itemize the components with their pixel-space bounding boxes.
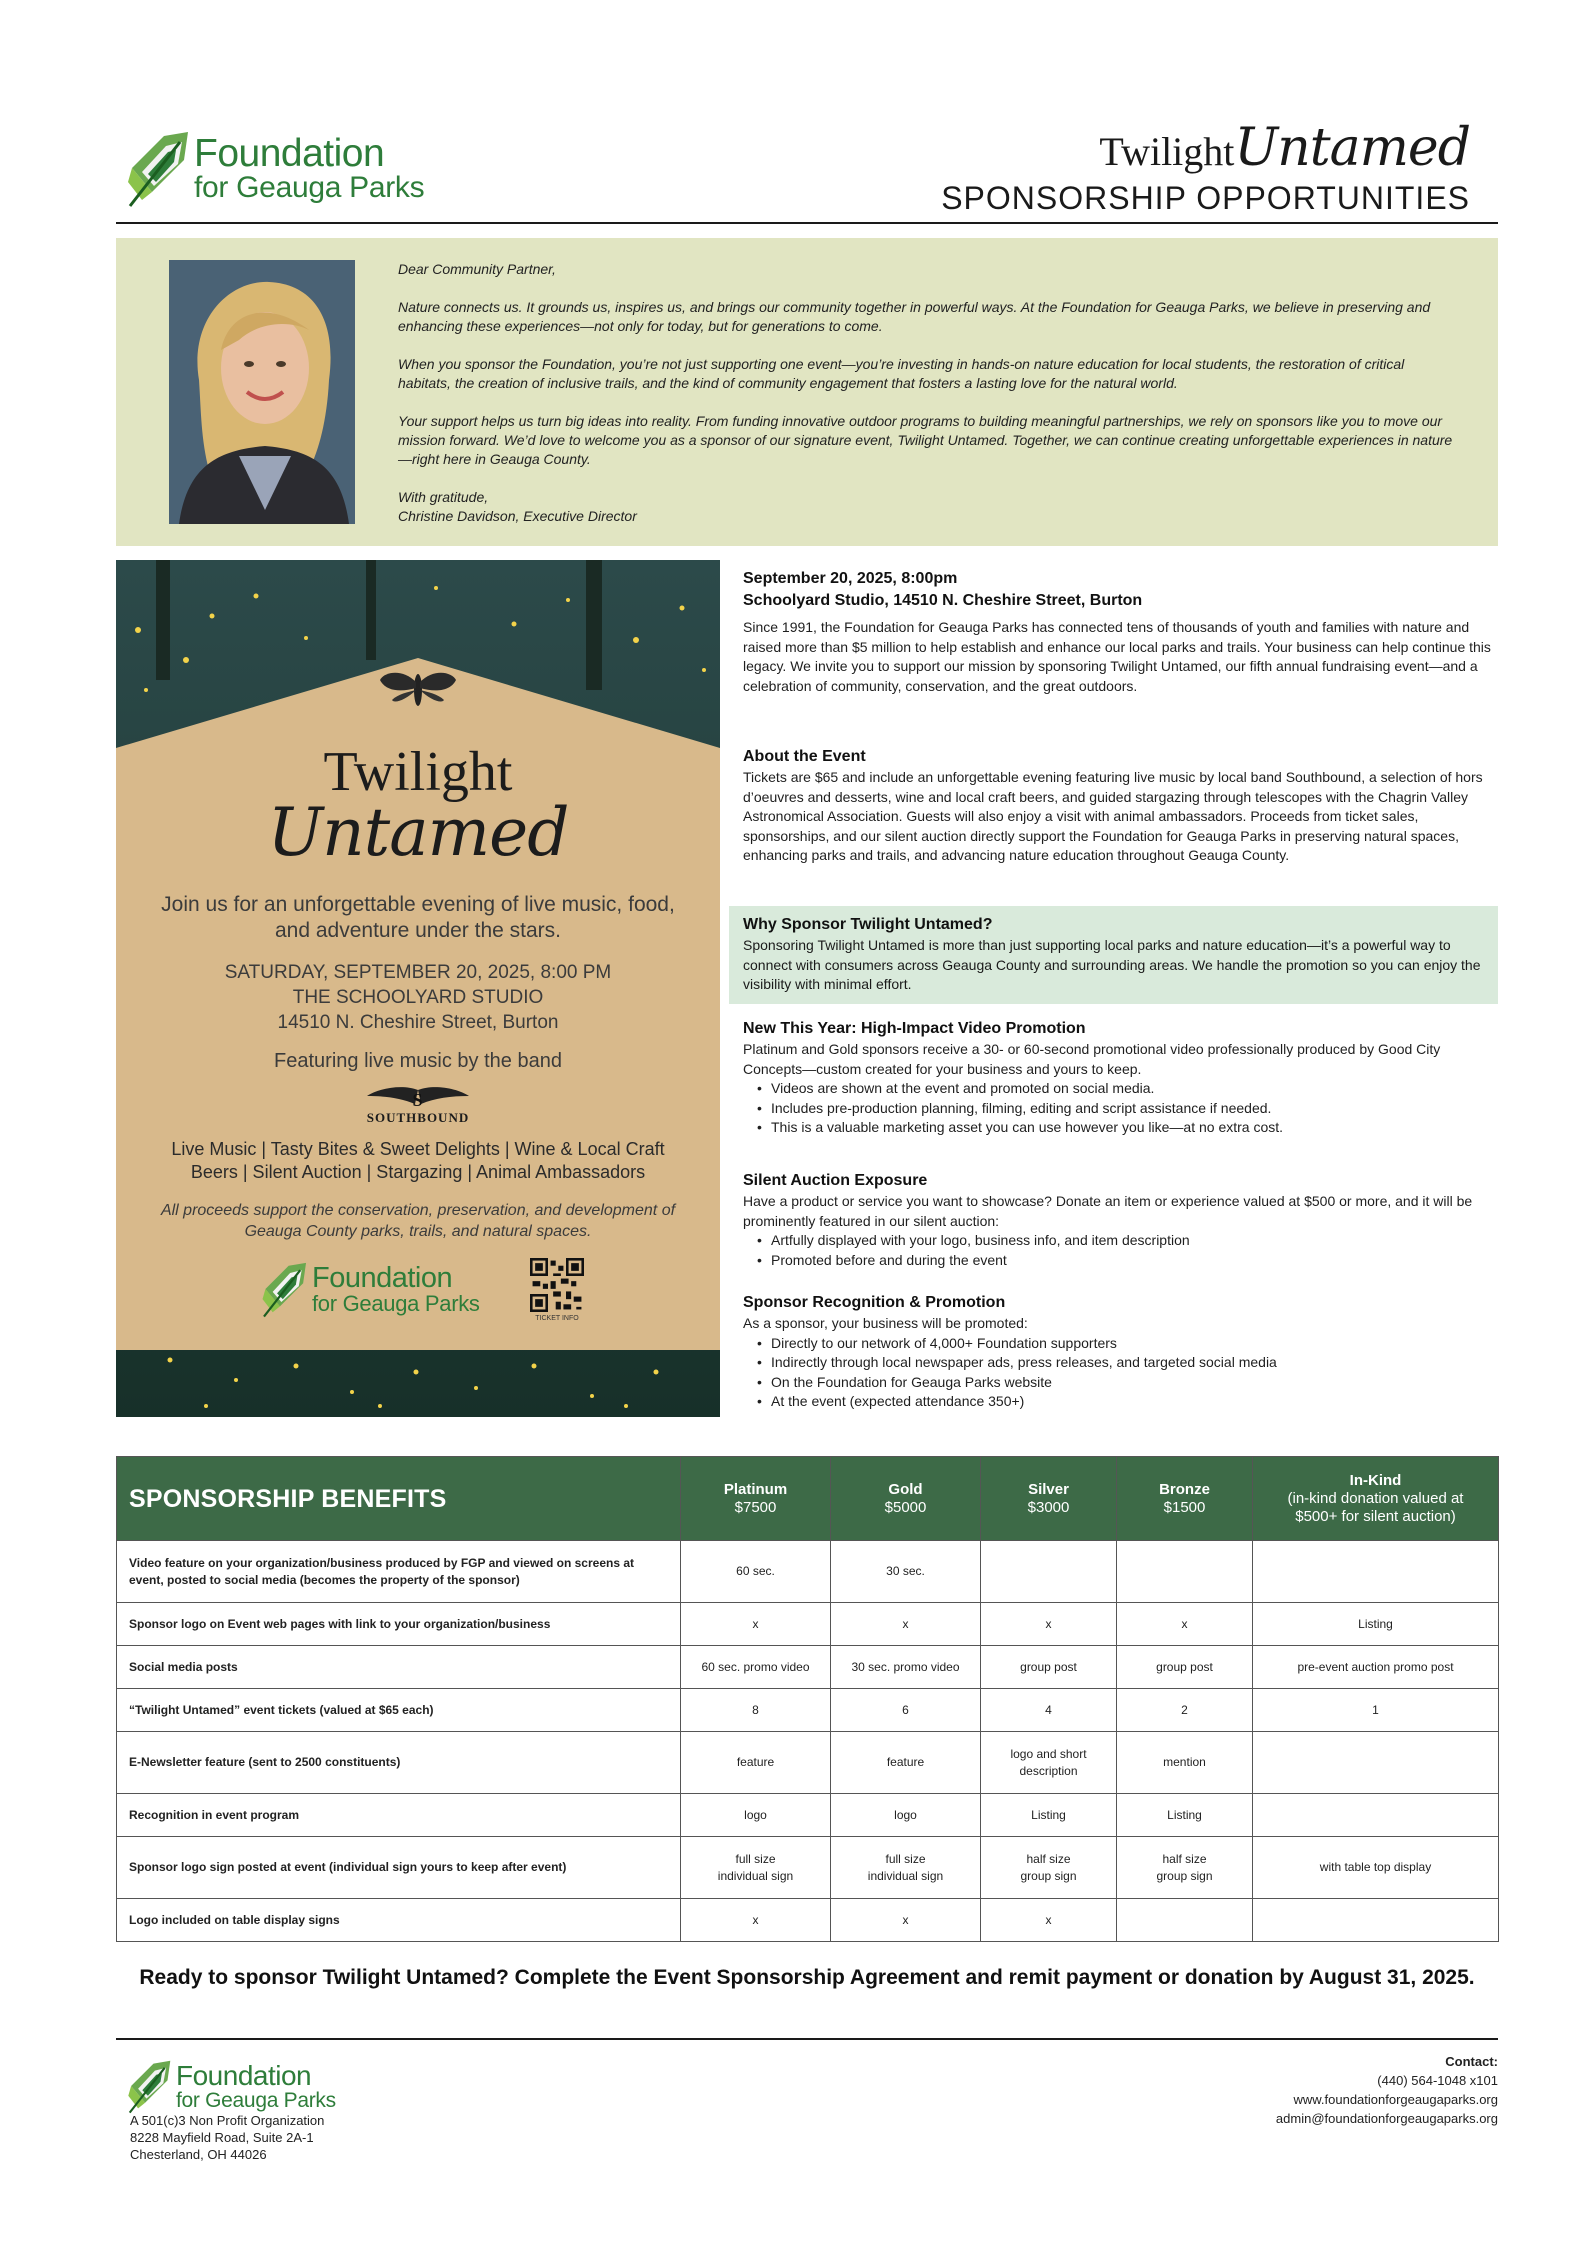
level-in-kind: In-Kind (in-kind donation valued at $500+ for silent auction) (1253, 1457, 1499, 1541)
table-cell (1253, 1899, 1499, 1942)
level-platinum: Platinum $7500 (681, 1457, 831, 1541)
table-cell: 60 sec. (681, 1541, 831, 1603)
table-cell: half size group sign (981, 1837, 1117, 1899)
event-poster (116, 560, 720, 1417)
poster-highlights (136, 1138, 700, 1184)
footer-contact (1276, 2052, 1498, 2128)
table-cell: x (981, 1899, 1117, 1942)
video-section (743, 1018, 1498, 1138)
recognition-section (743, 1292, 1498, 1412)
recognition-bullets (743, 1334, 1498, 1412)
portrait-photo (169, 260, 355, 524)
poster-logo-line2: for Geauga Parks (312, 1290, 480, 1316)
qr-code-icon[interactable] (530, 1258, 584, 1312)
table-cell: 60 sec. promo video (681, 1646, 831, 1689)
list-item: • Videos are shown at the event and promoted on social media. (743, 1079, 1498, 1099)
poster-title-word1: Twilight (323, 741, 513, 803)
band-logo (116, 1084, 720, 1126)
table-cell: x (681, 1899, 831, 1942)
level-silver: Silver $3000 (981, 1457, 1117, 1541)
contact-heading: Contact: (1445, 2054, 1498, 2069)
org-logo[interactable] (128, 128, 424, 208)
leaf-logo-icon (262, 1260, 308, 1318)
poster-venue: THE SCHOOLYARD STUDIO (292, 987, 544, 1008)
event-intro: Since 1991, the Foundation for Geauga Parks has connected tens of thousands of youth and families with nature and raised more than $5 million to help establish and enhance our local parks and trails. Your business can help continue this legacy. We invite you to support our mission by sponsoring Twilight Untamed, our fifth annual fundraising event—and a celebration of community, conservation, and the great outdoors. (743, 619, 1491, 694)
table-cell: full size individual sign (831, 1837, 981, 1899)
event-when-where (743, 568, 1498, 696)
table-row (117, 1689, 1499, 1732)
poster-logo-line1: Foundation (312, 1261, 453, 1294)
table-cell: 4 (981, 1689, 1117, 1732)
table-cell: x (831, 1899, 981, 1942)
table-title: SPONSORSHIP BENEFITS (117, 1457, 681, 1541)
page-header (116, 112, 1498, 224)
table-row (117, 1541, 1499, 1603)
recognition-body: As a sponsor, your business will be promoted: (743, 1315, 1028, 1331)
auction-section (743, 1170, 1498, 1270)
footer-address-line1: A 501(c)3 Non Profit Organization (130, 2113, 325, 2128)
moth-icon (378, 666, 458, 712)
list-item: • Includes pre-production planning, filming, editing and script assistance if needed. (743, 1099, 1498, 1119)
benefit-label: Video feature on your organization/business produced by FGP and viewed on screens at event, posted to social media (becomes the property of the sponsor) (117, 1541, 681, 1603)
table-cell: group post (981, 1646, 1117, 1689)
table-cell: with table top display (1253, 1837, 1499, 1899)
contact-website-link[interactable]: www.foundationforgeaugaparks.org (1293, 2092, 1498, 2107)
table-cell: x (981, 1603, 1117, 1646)
table-cell: x (831, 1603, 981, 1646)
table-row (117, 1646, 1499, 1689)
recognition-heading: Sponsor Recognition & Promotion (743, 1294, 1006, 1311)
benefit-label: E-Newsletter feature (sent to 2500 constituents) (117, 1732, 681, 1794)
auction-body: Have a product or service you want to showcase? Donate an item or experience valued at $500 or more, and it will be prominently featured in our silent auction: (743, 1193, 1473, 1229)
poster-title-word2: Untamed (267, 794, 569, 871)
table-row (117, 1794, 1499, 1837)
poster-logo (262, 1260, 480, 1318)
table-cell: mention (1117, 1732, 1253, 1794)
table-cell: pre-event auction promo post (1253, 1646, 1499, 1689)
table-cell (1253, 1541, 1499, 1603)
letter-signature: Christine Davidson, Executive Director (398, 508, 637, 524)
footer-address-line2: 8228 Mayfield Road, Suite 2A-1 (130, 2130, 314, 2145)
letter-text (398, 260, 1458, 526)
poster-highlights-line1: Live Music | Tasty Bites & Sweet Delights | Wine & Local Craft (171, 1139, 665, 1159)
table-cell: logo (831, 1794, 981, 1837)
svg-text:S: S (412, 1090, 424, 1110)
event-location: Schoolyard Studio, 14510 N. Cheshire Street, Burton (743, 592, 1143, 609)
list-item: • This is a valuable marketing asset you can use however you like—at no extra cost. (743, 1118, 1498, 1138)
band-name: SOUTHBOUND (366, 1110, 470, 1125)
poster-date: SATURDAY, SEPTEMBER 20, 2025, 8:00 PM (224, 962, 612, 983)
poster-proceeds: All proceeds support the conservation, preservation, and development of Geauga County parks, trails, and natural spaces. (160, 1202, 676, 1240)
event-title-word1: Twilight (1099, 129, 1235, 174)
footer-logo-line1: Foundation (176, 2059, 312, 2091)
table-cell: Listing (981, 1794, 1117, 1837)
table-cell: 30 sec. promo video (831, 1646, 981, 1689)
why-heading: Why Sponsor Twilight Untamed? (743, 916, 993, 933)
table-cell: group post (1117, 1646, 1253, 1689)
about-heading: About the Event (743, 748, 866, 765)
poster-featuring: Featuring live music by the band (274, 1050, 562, 1072)
benefit-label: Recognition in event program (117, 1794, 681, 1837)
page-footer (116, 2038, 1498, 2188)
table-cell: 1 (1253, 1689, 1499, 1732)
why-sponsor-section (729, 906, 1498, 1004)
table-cell: feature (831, 1732, 981, 1794)
letter-closing: With gratitude, (398, 489, 489, 505)
event-date-time: September 20, 2025, 8:00pm (743, 570, 958, 587)
table-cell: 2 (1117, 1689, 1253, 1732)
benefit-label: Sponsor logo sign posted at event (individual sign yours to keep after event) (117, 1837, 681, 1899)
event-title-word2: Untamed (1234, 118, 1470, 178)
sponsorship-benefits-table (116, 1456, 1499, 1942)
table-cell (1253, 1732, 1499, 1794)
video-bullets (743, 1079, 1498, 1138)
auction-heading: Silent Auction Exposure (743, 1172, 928, 1189)
table-cell: half size group sign (1117, 1837, 1253, 1899)
letter-paragraph-2: When you sponsor the Foundation, you’re not just supporting one event—you’re investing in hands-on nature education for local students, the restoration of critical habitats, the creation of inclusive trails, and the kind of community engagement that fosters a lasting love for the natural world. (398, 356, 1405, 391)
letter-paragraph-3: Your support helps us turn big ideas into reality. From funding innovative outdoor programs to building meaningful partnerships, we rely on sponsors like you to move our mission forward. We’d love to welcome you as a sponsor of our signature event, Twilight Untamed. Together, we can continue creating unforgettable experiences in nature—right here in Geauga County. (398, 413, 1453, 467)
list-item: • Directly to our network of 4,000+ Foundation supporters (743, 1334, 1498, 1354)
benefit-label: “Twilight Untamed” event tickets (valued at $65 each) (117, 1689, 681, 1732)
poster-address: 14510 N. Cheshire Street, Burton (277, 1012, 559, 1033)
leaf-logo-icon (128, 128, 190, 208)
footer-address-line3: Chesterland, OH 44026 (130, 2147, 267, 2162)
table-cell: x (681, 1603, 831, 1646)
table-cell (1253, 1794, 1499, 1837)
contact-phone[interactable]: (440) 564-1048 x101 (1377, 2073, 1498, 2088)
poster-date-block (156, 960, 680, 1035)
table-cell: 30 sec. (831, 1541, 981, 1603)
event-title-block (941, 118, 1470, 217)
list-item: • Artfully displayed with your logo, business info, and item description (743, 1231, 1498, 1251)
table-cell: feature (681, 1732, 831, 1794)
table-row (117, 1837, 1499, 1899)
table-cell: x (1117, 1603, 1253, 1646)
table-cell (1117, 1899, 1253, 1942)
table-cell: logo (681, 1794, 831, 1837)
table-cell: logo and short description (981, 1732, 1117, 1794)
table-cell (981, 1541, 1117, 1603)
table-cell (1117, 1541, 1253, 1603)
letter-paragraph-1: Nature connects us. It grounds us, inspires us, and brings our community together in powerful ways. At the Foundation for Geauga Parks, we believe in preserving and enhancing these experiences—not only for today, but for generations to come. (398, 299, 1431, 334)
table-cell: Listing (1253, 1603, 1499, 1646)
benefit-label: Social media posts (117, 1646, 681, 1689)
benefit-label: Logo included on table display signs (117, 1899, 681, 1942)
footer-address (130, 2112, 324, 2163)
letter-salutation: Dear Community Partner, (398, 261, 556, 277)
table-cell: full size individual sign (681, 1837, 831, 1899)
table-cell: Listing (1117, 1794, 1253, 1837)
southbound-wings-icon (116, 1084, 720, 1110)
page-subtitle: SPONSORSHIP OPPORTUNITIES (941, 180, 1470, 216)
table-header-row (117, 1457, 1499, 1541)
list-item: • At the event (expected attendance 350+) (743, 1392, 1498, 1412)
table-cell: 8 (681, 1689, 831, 1732)
about-body: Tickets are $65 and include an unforgettable evening featuring live music by local band Southbound, a selection of hors d’oeuvres and desserts, wine and local craft beers, and guided stargazing through telescopes with the Chagrin Valley Astronomical Association. Guests will also enjoy a visit with animal ambassadors. Proceeds from ticket sales, sponsorships, and our silent auction directly support the Foundation for Geauga Parks in preserving natural spaces, enhancing parks and trails, and advancing nature education throughout Geauga County. (743, 769, 1483, 863)
logo-text-line1: Foundation (194, 131, 385, 175)
list-item: • Promoted before and during the event (743, 1251, 1498, 1271)
table-row (117, 1732, 1499, 1794)
table-cell: 6 (831, 1689, 981, 1732)
video-body: Platinum and Gold sponsors receive a 30- or 60-second promotional video professionally produced by Good City Concepts—custom created for your business and yours to keep. (743, 1041, 1441, 1077)
leaf-logo-icon (128, 2058, 172, 2114)
level-gold: Gold $5000 (831, 1457, 981, 1541)
logo-text-line2: for Geauga Parks (194, 170, 425, 204)
footer-logo[interactable] (128, 2058, 336, 2114)
table-row (117, 1899, 1499, 1942)
poster-invite: Join us for an unforgettable evening of live music, food, and adventure under the stars. (161, 893, 675, 942)
poster-highlights-line2: Beers | Silent Auction | Stargazing | Animal Ambassadors (190, 1162, 646, 1182)
footer-logo-line2: for Geauga Parks (176, 2088, 336, 2112)
call-to-action: Ready to sponsor Twilight Untamed? Complete the Event Sponsorship Agreement and remit payment or donation by August 31, 2025. (139, 1966, 1475, 1989)
contact-email-link[interactable]: admin@foundationforgeaugaparks.org (1275, 2111, 1498, 2126)
benefit-label: Sponsor logo on Event web pages with link to your organization/business (117, 1603, 681, 1646)
list-item: • Indirectly through local newspaper ads, press releases, and targeted social media (743, 1353, 1498, 1373)
table-row (117, 1603, 1499, 1646)
why-body: Sponsoring Twilight Untamed is more than just supporting local parks and nature education—it’s a powerful way to connect with consumers across Geauga County and surrounding areas. We handle the promotion so you can enjoy the visibility with minimal effort. (743, 937, 1481, 992)
level-bronze: Bronze $1500 (1117, 1457, 1253, 1541)
director-letter (116, 238, 1498, 546)
video-heading: New This Year: High-Impact Video Promotion (743, 1020, 1086, 1037)
list-item: • On the Foundation for Geauga Parks website (743, 1373, 1498, 1393)
auction-bullets (743, 1231, 1498, 1270)
qr-label: TICKET INFO (535, 1315, 579, 1322)
about-section (743, 746, 1498, 866)
